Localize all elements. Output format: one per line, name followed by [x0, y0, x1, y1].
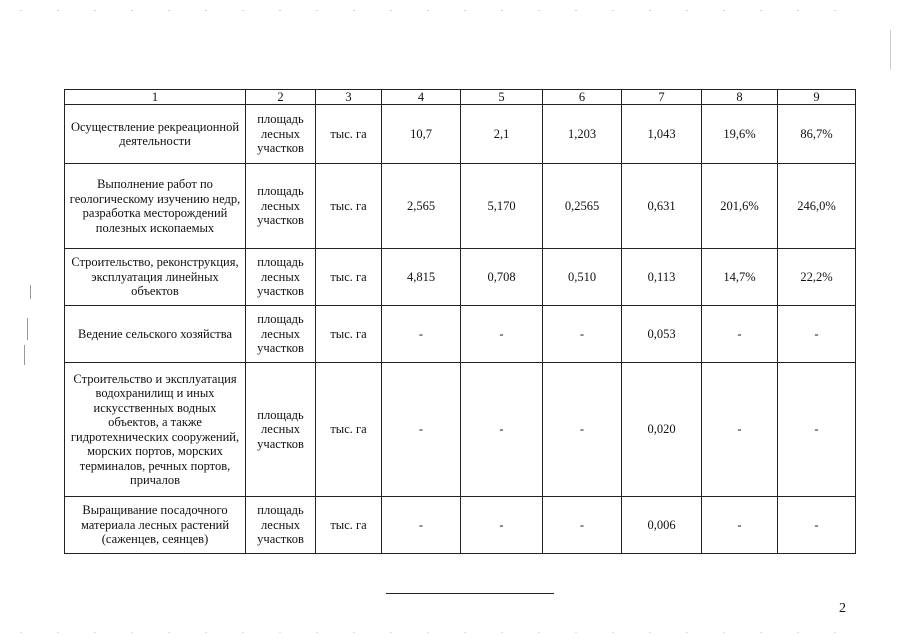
value-cell: 0,113	[622, 249, 702, 306]
value-cell: 4,815	[382, 249, 461, 306]
table-row	[65, 105, 856, 164]
percent-cell: 14,7%	[702, 249, 778, 306]
column-number: 2	[246, 90, 316, 105]
table-row	[65, 497, 856, 554]
footnote-separator-line	[386, 593, 554, 594]
value-cell: 0,631	[622, 164, 702, 249]
activity-cell: Выполнение работ по геологическому изучению недр, разработка месторождений полезных ископаемых	[65, 164, 246, 249]
value-cell: -	[461, 306, 543, 363]
value-cell: -	[382, 306, 461, 363]
margin-mark	[27, 318, 28, 340]
margin-mark	[24, 345, 25, 365]
column-number: 3	[316, 90, 382, 105]
activity-cell: Строительство, реконструкция, эксплуатация линейных объектов	[65, 249, 246, 306]
value-cell: 1,043	[622, 105, 702, 164]
value-cell: -	[461, 363, 543, 497]
unit-cell: тыс. га	[316, 164, 382, 249]
value-cell: -	[461, 497, 543, 554]
table-row	[65, 164, 856, 249]
value-cell: -	[543, 363, 622, 497]
table-header-row	[65, 90, 856, 105]
percent-cell: -	[778, 363, 856, 497]
percent-cell: -	[778, 497, 856, 554]
value-cell: 0,708	[461, 249, 543, 306]
indicator-cell: площадь лесных участков	[246, 363, 316, 497]
value-cell: 0,020	[622, 363, 702, 497]
margin-mark	[30, 285, 31, 299]
percent-cell: 22,2%	[778, 249, 856, 306]
activity-cell: Строительство и эксплуатация водохранилищ и иных искусственных водных объектов, а также гидротехнических сооружений, морских портов, морских терминалов, речных портов, причалов	[65, 363, 246, 497]
percent-cell: 201,6%	[702, 164, 778, 249]
unit-cell: тыс. га	[316, 249, 382, 306]
scan-noise-top	[20, 10, 860, 11]
indicator-cell: площадь лесных участков	[246, 105, 316, 164]
indicator-cell: площадь лесных участков	[246, 497, 316, 554]
value-cell: -	[382, 497, 461, 554]
value-cell: 0,006	[622, 497, 702, 554]
percent-cell: 19,6%	[702, 105, 778, 164]
indicator-cell: площадь лесных участков	[246, 249, 316, 306]
value-cell: 10,7	[382, 105, 461, 164]
margin-mark	[890, 30, 891, 70]
value-cell: -	[543, 306, 622, 363]
column-number: 6	[543, 90, 622, 105]
column-number: 7	[622, 90, 702, 105]
column-number: 9	[778, 90, 856, 105]
unit-cell: тыс. га	[316, 306, 382, 363]
percent-cell: -	[702, 363, 778, 497]
value-cell: -	[543, 497, 622, 554]
scan-noise-bottom	[20, 632, 860, 633]
table-row	[65, 363, 856, 497]
percent-cell: 246,0%	[778, 164, 856, 249]
value-cell: 0,053	[622, 306, 702, 363]
value-cell: -	[382, 363, 461, 497]
column-number: 5	[461, 90, 543, 105]
column-number: 1	[65, 90, 246, 105]
percent-cell: -	[778, 306, 856, 363]
column-number: 8	[702, 90, 778, 105]
value-cell: 2,1	[461, 105, 543, 164]
value-cell: 0,2565	[543, 164, 622, 249]
activity-cell: Ведение сельского хозяйства	[65, 306, 246, 363]
value-cell: 2,565	[382, 164, 461, 249]
unit-cell: тыс. га	[316, 363, 382, 497]
percent-cell: -	[702, 306, 778, 363]
value-cell: 1,203	[543, 105, 622, 164]
unit-cell: тыс. га	[316, 497, 382, 554]
indicator-cell: площадь лесных участков	[246, 306, 316, 363]
value-cell: 0,510	[543, 249, 622, 306]
indicator-cell: площадь лесных участков	[246, 164, 316, 249]
percent-cell: 86,7%	[778, 105, 856, 164]
data-table	[64, 89, 856, 554]
value-cell: 5,170	[461, 164, 543, 249]
page-number: 2	[839, 601, 846, 616]
unit-cell: тыс. га	[316, 105, 382, 164]
percent-cell: -	[702, 497, 778, 554]
column-number: 4	[382, 90, 461, 105]
activity-cell: Осуществление рекреационной деятельности	[65, 105, 246, 164]
activity-cell: Выращивание посадочного материала лесных растений (саженцев, сеянцев)	[65, 497, 246, 554]
table-row	[65, 249, 856, 306]
table-row	[65, 306, 856, 363]
